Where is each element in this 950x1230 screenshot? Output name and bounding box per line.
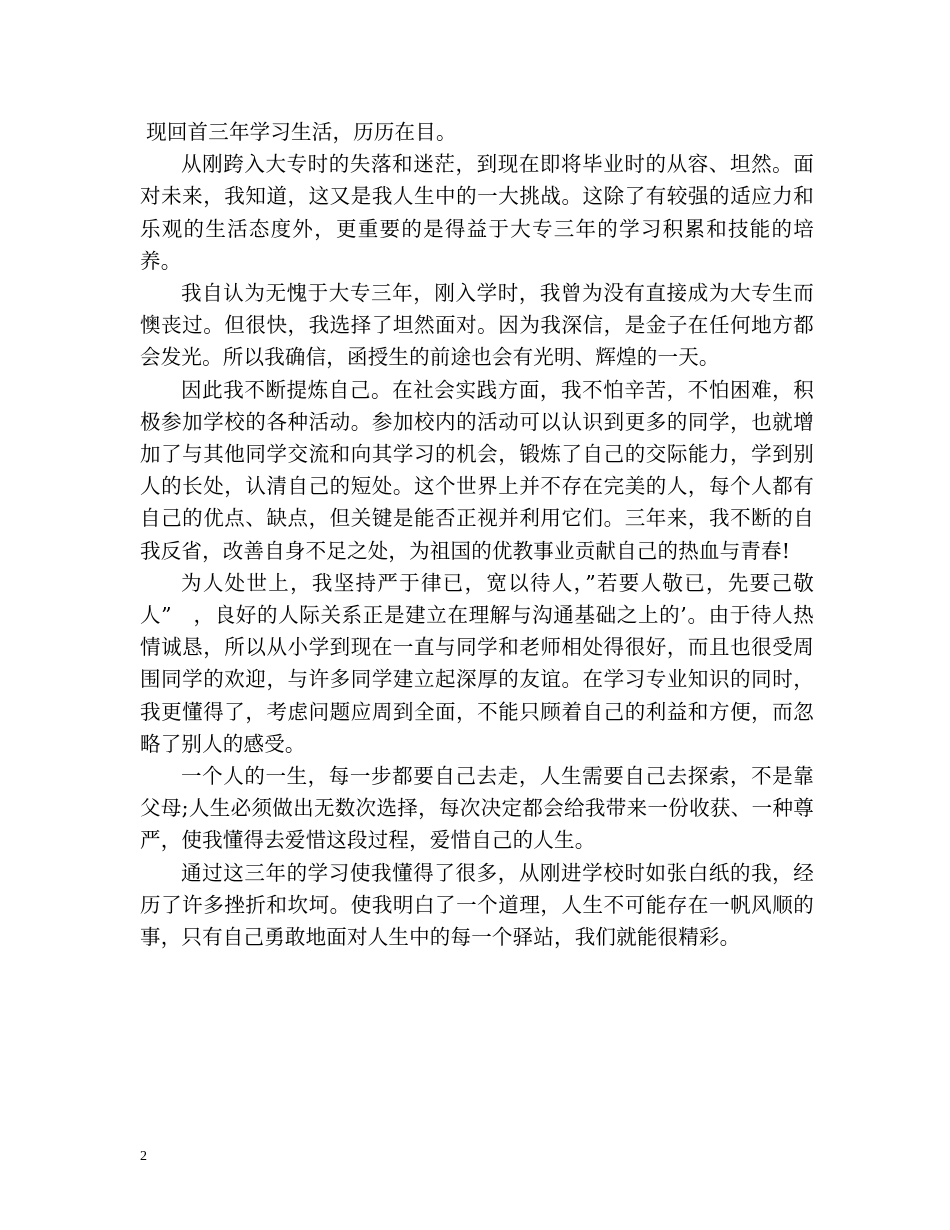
page-number: 2: [140, 1149, 147, 1164]
paragraph-5: 为人处世上，我坚持严于律已，宽以待人，”若要人敬已，先要己敬人” ，良好的人际关系正是建立在理解与沟通基础之上的’。由于待人热情诚恳，所以从小学到现在一直与同学和老师相处得很好，而且也很受周围同学的欢迎，与许多同学建立起深厚的友谊。在学习专业知识的同时，我更懂得了，考虑问题应周到全面，不能只顾着自己的利益和方便，而忽略了别人的感受。: [140, 570, 814, 756]
paragraph-2: 从刚跨入大专时的失落和迷茫，到现在即将毕业时的从容、坦然。面对未来，我知道，这又是我人生中的一大挑战。这除了有较强的适应力和乐观的生活态度外，更重要的是得益于大专三年的学习积累和技能的培养。: [140, 152, 814, 273]
paragraph-6: 一个人的一生，每一步都要自己去走，人生需要自己去探索，不是靠父母;人生必须做出无数次选择，每次决定都会给我带来一份收获、一种尊严，使我懂得去爱惜这段过程，爱惜自己的人生。: [140, 764, 814, 853]
paragraph-7: 通过这三年的学习使我懂得了很多，从刚进学校时如张白纸的我，经历了许多挫折和坎坷。使我明白了一个道理，人生不可能存在一帆风顺的事，只有自己勇敢地面对人生中的每一个驿站，我们就能很精彩。: [140, 860, 814, 950]
paragraph-1: 现回首三年学习生活，历历在目。: [146, 120, 457, 144]
paragraph-3: 我自认为无愧于大专三年，刚入学时，我曾为没有直接成为大专生而懊丧过。但很快，我选择了坦然面对。因为我深信，是金子在任何地方都会发光。所以我确信，函授生的前途也会有光明、辉煌的一天。: [140, 281, 814, 370]
document-body: [140, 116, 814, 953]
paragraph-4: 因此我不断提炼自己。在社会实践方面，我不怕辛苦，不怕困难，积极参加学校的各种活动。参加校内的活动可以认识到更多的同学，也就增加了与其他同学交流和向其学习的机会，锻炼了自己的交际能力，学到别人的长处，认清自己的短处。这个世界上并不存在完美的人，每个人都有自己的优点、缺点，但关键是能否正视并利用它们。三年来，我不断的自我反省，改善自身不足之处，为祖国的优教事业贡献自己的热血与青春!: [140, 377, 814, 563]
